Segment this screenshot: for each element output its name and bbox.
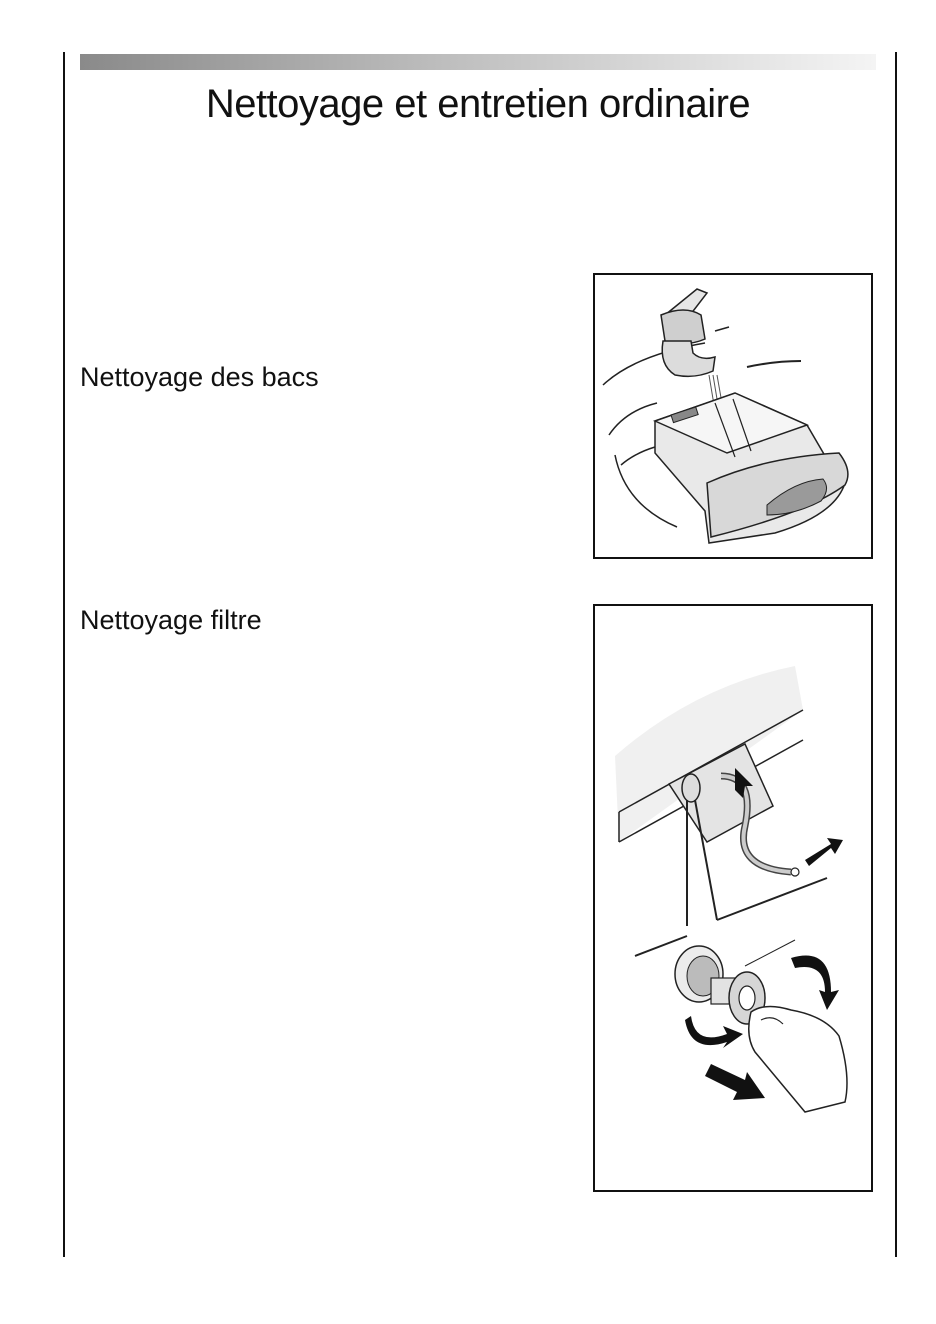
figure-drawer-cleaning bbox=[593, 273, 873, 559]
section-heading-filtre: Nettoyage filtre bbox=[80, 605, 262, 635]
header-gradient-bar bbox=[80, 54, 876, 70]
figure-filter-cleaning bbox=[593, 604, 873, 1192]
right-margin-line bbox=[895, 52, 897, 1257]
drawer-cleaning-illustration bbox=[595, 275, 871, 557]
page-title: Nettoyage et entretien ordinaire bbox=[205, 82, 751, 126]
section-heading-bacs: Nettoyage des bacs bbox=[80, 362, 319, 392]
filter-cleaning-illustration bbox=[595, 606, 871, 1190]
left-margin-line bbox=[63, 52, 65, 1257]
